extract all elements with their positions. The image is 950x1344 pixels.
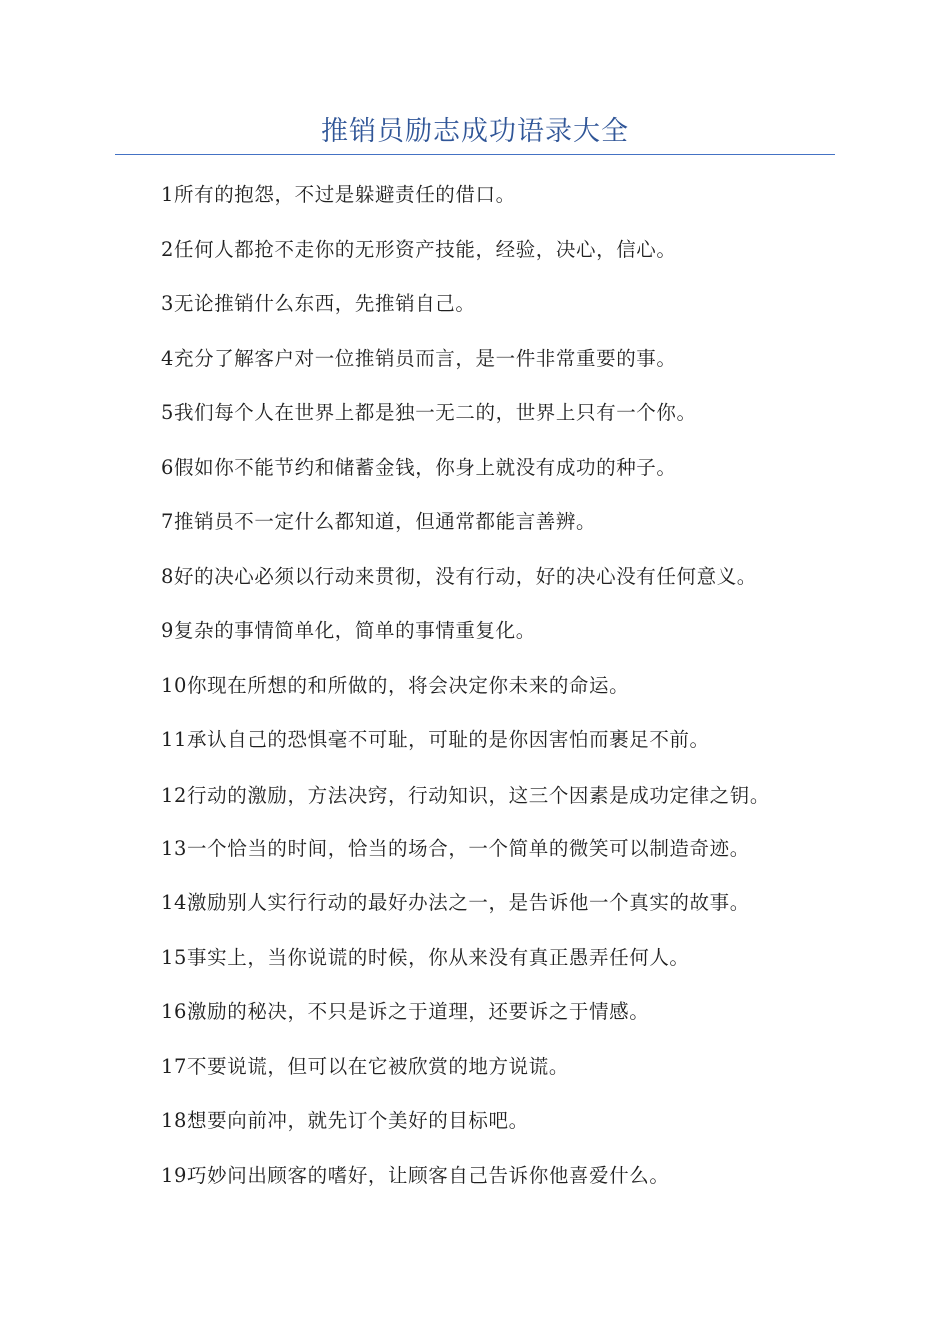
list-item: 10你现在所想的和所做的，将会决定你未来的命运。: [161, 673, 630, 697]
list-item: 5我们每个人在世界上都是独一无二的，世界上只有一个你。: [161, 401, 697, 424]
list-item: 2任何人都抢不走你的无形资产技能，经验，决心，信心。: [161, 237, 677, 261]
list-item: 6假如你不能节约和储蓄金钱，你身上就没有成功的种子。: [161, 455, 677, 479]
list-item: 12行动的激励，方法决窍，行动知识，这三个因素是成功定律之钥。: [161, 783, 770, 807]
list-item: 13一个恰当的时间，恰当的场合，一个简单的微笑可以制造奇迹。: [161, 836, 750, 860]
title-underline: [115, 154, 835, 155]
list-item: 15事实上，当你说谎的时候，你从来没有真正愚弄任何人。: [161, 945, 690, 969]
list-item: 16激励的秘决，不只是诉之于道理，还要诉之于情感。: [161, 1000, 650, 1023]
list-item: 3无论推销什么东西，先推销自己。: [161, 292, 476, 315]
list-item: 17不要说谎，但可以在它被欣赏的地方说谎。: [161, 1054, 569, 1078]
list-item: 1所有的抱怨，不过是躲避责任的借口。: [161, 183, 516, 206]
document-title: 推销员励志成功语录大全: [321, 116, 629, 147]
list-item: 14激励别人实行行动的最好办法之一，是告诉他一个真实的故事。: [161, 891, 750, 914]
list-item: 11承认自己的恐惧毫不可耻，可耻的是你因害怕而裹足不前。: [161, 728, 710, 751]
list-item: 8好的决心必须以行动来贯彻，没有行动，好的决心没有任何意义。: [161, 564, 757, 588]
quote-list: [115, 178, 835, 1213]
list-item: 4充分了解客户对一位推销员而言，是一件非常重要的事。: [161, 346, 677, 370]
list-item: 19巧妙问出顾客的嗜好，让顾客自己告诉你他喜爱什么。: [161, 1163, 670, 1187]
list-item: 7推销员不一定什么都知道，但通常都能言善辨。: [161, 510, 597, 533]
list-item: 18想要向前冲，就先订个美好的目标吧。: [161, 1109, 529, 1132]
list-item: 9复杂的事情简单化，简单的事情重复化。: [161, 619, 536, 642]
